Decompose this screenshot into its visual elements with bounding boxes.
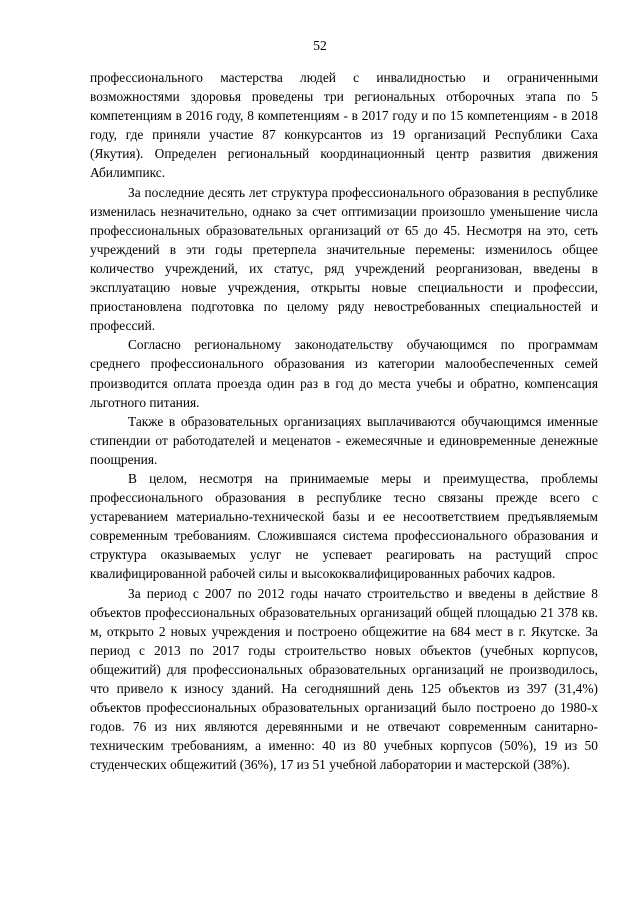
body-text	[90, 68, 598, 774]
paragraph-travel-compensation: Согласно региональному законодательству обучающимся по программам среднего профессионального образования из категории малообеспеченных семей производится оплата проезда один раз в год до места учебы и обратно, компенсация льготного питания.	[90, 337, 598, 410]
paragraph-abilympics: профессионального мастерства людей с инвалидностью и ограниченными возможностями здоровья проведены три региональных отборочных этапа по 5 компетенциям в 2016 году, 8 компетенциям - в 2017 году и по 15 компетенциям - в 2018 году, где приняли участие 87 конкурсантов из 19 организаций Республики Саха (Якутия). Определен региональный координационный центр развития движения Абилимпикс.	[90, 70, 598, 181]
paragraph-scholarships: Также в образовательных организациях выплачиваются обучающимся именные стипендии от работодателей и меценатов - ежемесячные и единовременные денежные поощрения.	[90, 413, 598, 467]
paragraph-construction: За период с 2007 по 2012 годы начато строительство и введены в действие 8 объектов профессиональных образовательных организаций общей площадью 21 378 кв. м, открыто 2 новых учреждения и построено общежитие на 684 мест в г. Якутске. За период с 2013 по 2017 годы строительство новых объектов (учебных корпусов, общежитий) для профессиональных образовательных организаций не производилось, что привело к износу зданий. На сегодняшний день 125 объектов из 397 (31,4%) объектов профессиональных образовательных организаций было построено до 1980-х годов. 76 из них являются деревянными и не отвечают современным санитарно-техническим требованиям, а именно: 40 из 80 учебных корпусов (50%), 19 из 50 студенческих общежитий (36%), 17 из 51 учебной лаборатории и мастерской (38%).	[90, 585, 598, 773]
paragraph-structure-changes: За последние десять лет структура профессионального образования в республике изменилась незначительно, однако за счет оптимизации произошло уменьшение числа профессиональных образовательных организаций от 65 до 45. Несмотря на это, сеть учреждений в эти годы претерпела значительные перемены: изменилось общее количество учреждений, их статус, ряд учреждений реорганизован, введены в эксплуатацию новые учреждения, открыты новые специальности и профессии, приостановлена подготовка по целому ряду невостребованных специальностей и профессий.	[90, 184, 598, 334]
page-number: 52	[313, 38, 327, 53]
paragraph-problems: В целом, несмотря на принимаемые меры и преимущества, проблемы профессионального образования в республике тесно связаны прежде всего с устареванием материально-технической базы и ее несоответствием предъявляемым современным требованиям. Сложившаяся система профессионального образования и структура оказываемых услуг не успевает реагировать на растущий спрос квалифицированной рабочей силы и высококвалифицированных рабочих кадров.	[90, 470, 598, 582]
